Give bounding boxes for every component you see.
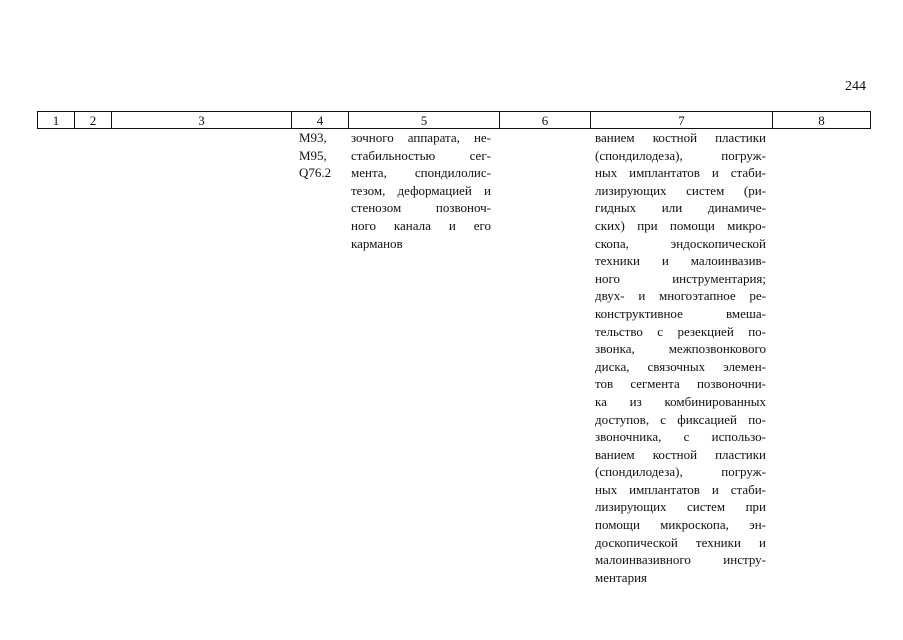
diagnosis-code-line: Q76.2 [299,165,332,181]
cell-col-8 [773,129,871,587]
treatment-method-line: скопа, эндоскопической [595,235,766,251]
condition-description-text [351,129,491,252]
treatment-method-line: (спондилодеза), погруж- [595,464,766,480]
condition-description-line: тезом, деформацией и [351,182,491,198]
treatment-method-line: (спондилодеза), погруж- [595,147,766,163]
header-col-1: 1 [38,112,75,129]
treatment-method-line: ка из комбинированных [595,393,766,409]
treatment-method-line: гидных или динамиче- [595,200,766,216]
condition-description-line: стенозом позвоноч- [351,200,491,216]
diagnosis-code-line: М93, [299,130,327,145]
treatment-method-line: тов сегмента позвоночни- [595,376,766,392]
condition-description-line: мента, спондилолис- [351,165,491,181]
header-col-4: 4 [292,112,349,129]
treatment-method-line: звонка, межпозвонкового [595,341,766,357]
cell-treatment-method [591,129,773,587]
page-number: 244 [845,79,866,94]
treatment-method-line: малоинвазивного инстру- [595,552,766,568]
treatment-method-line: двух- и многоэтапное ре- [595,288,766,304]
header-row [38,112,871,129]
treatment-method-line: ских) при помощи микро- [595,217,766,233]
header-col-7: 7 [591,112,773,129]
diagnosis-code-line: М95, [299,147,327,163]
header-col-5: 5 [349,112,500,129]
treatment-method-line: диска, связочных элемен- [595,358,766,374]
header-col-2: 2 [75,112,112,129]
header-col-6: 6 [500,112,591,129]
treatment-method-line: доступов, с фиксацией по- [595,411,766,427]
cell-col-3 [112,129,292,587]
treatment-method-line: ванием костной пластики [595,130,766,145]
treatment-method-line: ного инструментария; [595,270,766,286]
header-col-8: 8 [773,112,871,129]
cell-col-1 [38,129,75,587]
treatment-method-line: тельство с резекцией по- [595,323,766,339]
table-row [38,129,871,587]
diagnosis-codes-text [299,129,348,182]
treatment-method-line: лизирующих систем при [595,499,766,515]
treatment-method-line: ментария [595,569,647,585]
treatment-method-line: доскопической техники и [595,534,766,550]
treatment-method-text [595,129,766,586]
cell-col-6 [500,129,591,587]
treatment-method-line: техники и малоинвазив- [595,253,766,269]
condition-description-line: зочного аппарата, не- [351,130,491,145]
condition-description-line: карманов [351,235,403,251]
treatment-method-line: лизирующих систем (ри- [595,182,766,198]
cell-col-2 [75,129,112,587]
treatment-method-line: помощи микроскопа, эн- [595,517,766,533]
treatment-method-line: конструктивное вмеша- [595,305,766,321]
cell-condition-description [349,129,500,587]
header-col-3: 3 [112,112,292,129]
treatment-method-line: ных имплантатов и стаби- [595,481,766,497]
medical-procedures-table [37,111,871,586]
treatment-method-line: ванием костной пластики [595,446,766,462]
treatment-method-line: звоночника, с использо- [595,429,766,445]
condition-description-line: ного канала и его [351,217,491,233]
cell-diagnosis-codes [292,129,349,587]
condition-description-line: стабильностью сег- [351,147,491,163]
treatment-method-line: ных имплантатов и стаби- [595,165,766,181]
